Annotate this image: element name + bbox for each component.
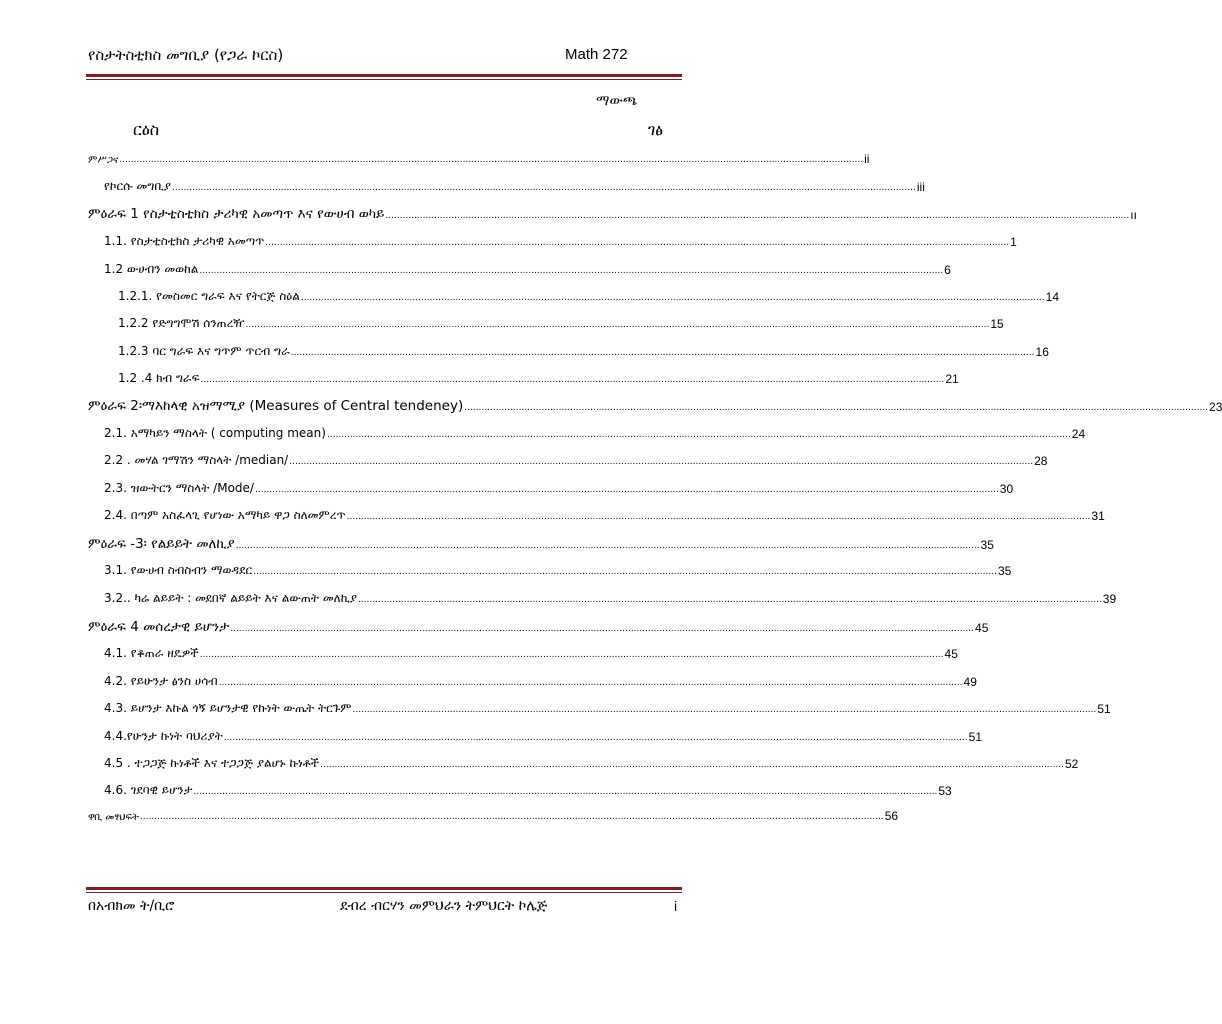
toc-column-heading-content: ርዕስ xyxy=(133,120,160,139)
toc-entry-label: ዋቢ መፃህፍት xyxy=(88,812,139,823)
toc-entry-page: 35 xyxy=(980,538,994,552)
toc-dot-leader: .................................................................................................................................................................................................................................................................... xyxy=(265,238,1010,248)
toc-entry-label: 4.5 . ተጋጋጅ ኩነቶች እና ተጋጋጅ ያልሆኑ ኩነቶች xyxy=(104,756,320,770)
toc-entry[interactable] xyxy=(104,646,958,661)
toc-dot-leader: .................................................................................................................................................................................................................................................................... xyxy=(230,624,975,634)
toc-entry-label: ምዕራፍ 2፡ማእከላዊ አዝማሚያ (Measures of Central tendeney) xyxy=(88,398,464,414)
toc-dot-leader: .................................................................................................................................................................................................................................................................... xyxy=(218,678,963,688)
toc-entry-label: 2.1. አማካይን ማስላት ( computing mean) xyxy=(104,426,326,440)
toc-entry-label: ምዕራፍ 4 መሰረታዊ ይሆንታ xyxy=(88,619,230,635)
toc-dot-leader: .................................................................................................................................................................................................................................................................... xyxy=(385,211,1130,221)
toc-entry-page: 31 xyxy=(1091,509,1105,523)
toc-entry[interactable] xyxy=(118,371,959,386)
toc-entry[interactable] xyxy=(104,426,1086,441)
toc-entry-label: 4.3. ይሆንታ እኩል ጎኝ ይሆንታዊ የኩነት ውጤት ትርጉም xyxy=(104,701,352,715)
toc-dot-leader: .................................................................................................................................................................................................................................................................... xyxy=(253,567,997,577)
toc-entry[interactable] xyxy=(104,508,1105,523)
toc-dot-leader: .................................................................................................................................................................................................................................................................... xyxy=(235,541,980,551)
toc-entry[interactable] xyxy=(104,783,952,798)
toc-entry-page: 35 xyxy=(997,564,1012,578)
toc-entry[interactable] xyxy=(104,453,1048,468)
toc-entry-page: 52 xyxy=(1064,757,1079,771)
toc-entry[interactable] xyxy=(104,674,977,689)
toc-entry[interactable] xyxy=(118,344,1049,359)
toc-entry[interactable] xyxy=(118,289,1060,304)
toc-entry[interactable] xyxy=(104,591,1117,606)
toc-dot-leader: .................................................................................................................................................................................................................................................................... xyxy=(172,183,916,193)
toc-entry-page: 39 xyxy=(1102,592,1117,606)
toc-entry-label: 4.2. የይሁንታ ፅንስ ሀሳብ xyxy=(104,674,218,688)
toc-entry-page: 49 xyxy=(963,675,977,689)
toc-entry-page: 51 xyxy=(968,730,982,744)
toc-entry-label: 2.3. ዝውትርን ማስላት /Mode/ xyxy=(104,481,254,495)
toc-entry-page: 45 xyxy=(975,621,989,635)
toc-entry-page: iii xyxy=(916,180,925,194)
toc-entry[interactable] xyxy=(104,563,1012,578)
toc-entry-label: 4.6. ገደባዊ ይሆንታ xyxy=(104,783,193,797)
toc-column-heading-page: ገፅ xyxy=(648,120,664,139)
toc-entry-label: 2.4. በጣም አስፈላጊ የሆነው አማካይ ዋጋ ስለመምረጥ xyxy=(104,508,346,522)
toc-dot-leader: .................................................................................................................................................................................................................................................................... xyxy=(357,595,1102,605)
toc-dot-leader: .................................................................................................................................................................................................................................................................... xyxy=(200,375,945,385)
toc-entry-page: 14 xyxy=(1045,290,1060,304)
toc-entry-page: 1 xyxy=(1010,235,1017,249)
toc-entry-label: 1.2.2 የድግግሞሽ ሰንጠረዥ xyxy=(118,316,245,330)
toc-dot-leader: .................................................................................................................................................................................................................................................................... xyxy=(199,266,944,276)
toc-entry[interactable] xyxy=(88,152,870,166)
toc-dot-leader: .................................................................................................................................................................................................................................................................... xyxy=(300,293,1045,303)
toc-entry-label: 2.2 . መሃል ገማሽን ማስላት /median/ xyxy=(104,453,289,467)
header-course-code: Math 272 xyxy=(565,46,628,63)
toc-entry[interactable] xyxy=(104,234,1017,249)
toc-entry-page: 56 xyxy=(884,809,899,823)
toc-entry-label: 4.4.የሁንታ ኩነት ባህሪያት xyxy=(104,729,223,743)
toc-entry-label: የኮርሱ መግቢያ xyxy=(104,179,172,193)
toc-dot-leader: .................................................................................................................................................................................................................................................................... xyxy=(326,430,1071,440)
toc-entry[interactable] xyxy=(104,179,925,194)
toc-dot-leader: .................................................................................................................................................................................................................................................................... xyxy=(464,403,1209,413)
toc-entry-page: ıı xyxy=(1130,208,1137,222)
toc-entry[interactable] xyxy=(104,701,1111,716)
toc-entry-label: 1.2 .4 ክብ ግራፍ xyxy=(118,371,200,385)
toc-entry-page: 51 xyxy=(1097,702,1111,716)
toc-entry-page: 28 xyxy=(1034,454,1048,468)
toc-dot-leader: .................................................................................................................................................................................................................................................................... xyxy=(119,155,864,165)
footer-author: በአብክመ ት/ቢሮ xyxy=(88,898,175,914)
toc-entry[interactable] xyxy=(88,619,989,635)
toc-entry-page: 6 xyxy=(944,263,951,277)
header-rule-thick xyxy=(86,74,682,77)
toc-dot-leader: .................................................................................................................................................................................................................................................................... xyxy=(289,457,1034,467)
toc-entry[interactable] xyxy=(104,262,951,277)
toc-entry-page: 23 xyxy=(1209,400,1222,414)
toc-dot-leader: .................................................................................................................................................................................................................................................................... xyxy=(245,320,990,330)
toc-entry-label: ምዕራፍ -3፡ የልይይት መለኪያ xyxy=(88,536,235,552)
toc-entry-label: ምሥጋና xyxy=(88,155,119,166)
toc-entry[interactable] xyxy=(104,481,1014,496)
footer-rule-thin xyxy=(86,892,682,893)
toc-entry-page: ii xyxy=(864,152,870,166)
footer-institution: ደብረ ብርሃን መምህራን ትምህርት ኮሌጅ xyxy=(340,898,548,914)
toc-entry-label: 3.1. የውሀብ ስብስብን ማወዳደር xyxy=(104,563,253,577)
toc-entry-page: 30 xyxy=(999,482,1014,496)
toc-entry[interactable] xyxy=(88,206,1137,222)
toc-dot-leader: .................................................................................................................................................................................................................................................................... xyxy=(254,485,999,495)
toc-dot-leader: .................................................................................................................................................................................................................................................................... xyxy=(352,705,1097,715)
header-title: የስታትስቲክስ መግቢያ (የጋራ ኮርስ) xyxy=(88,46,284,64)
toc-entry[interactable] xyxy=(88,536,994,552)
toc-entry-page: 24 xyxy=(1071,427,1086,441)
toc-entry-label: 3.2.. ካሬ ልይይት : መደበኛ ልይይት እና ልውጠት መለኪያ xyxy=(104,591,357,605)
footer-page-number: i xyxy=(674,898,678,914)
toc-dot-leader: .................................................................................................................................................................................................................................................................... xyxy=(199,650,944,660)
toc-entry-label: ምዕራፍ 1 የስታቲስቲክስ ታሪካዊ አመጣጥ እና የውሀብ ወካይ xyxy=(88,206,385,222)
toc-title: ማውጫ xyxy=(596,93,638,109)
header-rule-thin xyxy=(86,79,682,80)
toc-dot-leader: .................................................................................................................................................................................................................................................................... xyxy=(223,733,968,743)
toc-entry[interactable] xyxy=(88,809,899,823)
toc-dot-leader: .................................................................................................................................................................................................................................................................... xyxy=(320,760,1064,770)
footer-rule-thick xyxy=(86,887,682,890)
toc-entry-page: 15 xyxy=(990,317,1004,331)
toc-dot-leader: .................................................................................................................................................................................................................................................................... xyxy=(139,812,884,822)
toc-entry[interactable] xyxy=(104,756,1079,771)
toc-dot-leader: .................................................................................................................................................................................................................................................................... xyxy=(346,512,1091,522)
toc-entry-label: 1.2.3 ባር ግራፍ እና ግጥም ጥርብ ግራ xyxy=(118,344,290,358)
toc-entry-page: 45 xyxy=(944,647,958,661)
toc-entry-page: 16 xyxy=(1035,345,1049,359)
toc-entry-label: 4.1. የቆጠራ ዘዴዎች xyxy=(104,646,199,660)
toc-entry[interactable] xyxy=(118,316,1004,331)
toc-entry-label: 1.2 ውሀብን መወከል xyxy=(104,262,199,276)
toc-entry[interactable] xyxy=(88,398,1222,414)
toc-entry-page: 21 xyxy=(945,372,959,386)
toc-entry[interactable] xyxy=(104,729,982,744)
toc-entry-label: 1.2.1. የመስመር ግራፍ እና የትርጅ ስዕል xyxy=(118,289,300,303)
toc-entry-page: 53 xyxy=(938,784,952,798)
toc-entry-label: 1.1. የስታቲስቲክስ ታሪካዊ አመጣጥ xyxy=(104,234,265,248)
toc-dot-leader: .................................................................................................................................................................................................................................................................... xyxy=(290,348,1035,358)
toc-dot-leader: .................................................................................................................................................................................................................................................................... xyxy=(193,787,938,797)
